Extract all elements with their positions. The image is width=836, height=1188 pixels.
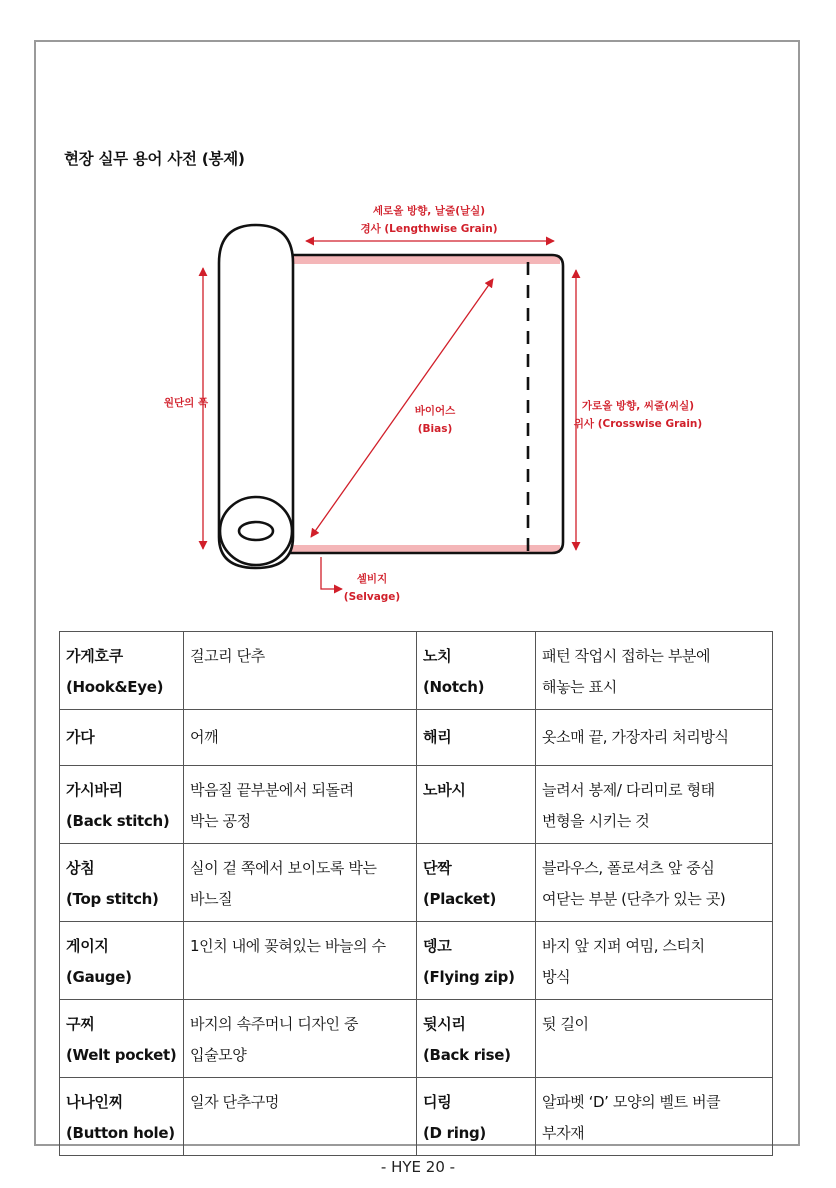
bias-arrow: [311, 279, 493, 537]
fabric-sheet-outline: [256, 255, 563, 553]
term-cell: 게이지 (Gauge): [60, 922, 184, 1000]
page-title: 현장 실무 용어 사전 (봉제): [64, 150, 245, 168]
selvage-pointer-arrow: [321, 557, 342, 589]
definition-cell: 알파벳 ‘D’ 모양의 벨트 버클 부자재: [536, 1078, 773, 1156]
bias-label-2: (Bias): [417, 423, 453, 435]
width-label: 원단의 폭: [163, 397, 209, 409]
table-row: [60, 922, 773, 1000]
table-row: [60, 766, 773, 844]
definition-cell: 1인치 내에 꽂혀있는 바늘의 수: [184, 922, 417, 1000]
definition-cell: 걸고리 단추: [184, 632, 417, 710]
definition-cell: 일자 단추구멍: [184, 1078, 417, 1156]
definition-cell: 옷소매 끝, 가장자리 처리방식: [536, 710, 773, 766]
roll-core-hole: [239, 522, 273, 540]
term-cell: 해리: [417, 710, 536, 766]
definition-cell: 어깨: [184, 710, 417, 766]
definition-cell: 박음질 끝부분에서 되돌려 박는 공정: [184, 766, 417, 844]
term-cell: 상침 (Top stitch): [60, 844, 184, 922]
term-cell: 가다: [60, 710, 184, 766]
selvage-top-band: [276, 255, 560, 264]
term-cell: 구찌 (Welt pocket): [60, 1000, 184, 1078]
table-row: [60, 710, 773, 766]
term-cell: 디링 (D ring): [417, 1078, 536, 1156]
bias-label-1: 바이어스: [414, 405, 456, 417]
term-cell: 뒷시리 (Back rise): [417, 1000, 536, 1078]
term-cell: 가시바리 (Back stitch): [60, 766, 184, 844]
term-cell: 단짝 (Placket): [417, 844, 536, 922]
table-row: [60, 1078, 773, 1156]
terms-table: [59, 631, 773, 1156]
definition-cell: 늘려서 봉제/ 다리미로 형태 변형을 시키는 것: [536, 766, 773, 844]
term-cell: 노치 (Notch): [417, 632, 536, 710]
definition-cell: 바지 앞 지퍼 여밈, 스티치 방식: [536, 922, 773, 1000]
table-row: [60, 844, 773, 922]
definition-cell: 뒷 길이: [536, 1000, 773, 1078]
warp-label-2: 경사 (Lengthwise Grain): [360, 223, 498, 235]
selvage-label-2: (Selvage): [343, 591, 401, 603]
selvage-label-1: 셀비지: [356, 573, 388, 585]
weft-label-2: 위사 (Crosswise Grain): [573, 418, 703, 430]
term-cell: 노바시: [417, 766, 536, 844]
page-number-footer: - HYE 20 -: [380, 1158, 456, 1176]
table-row: [60, 1000, 773, 1078]
definition-cell: 블라우스, 폴로셔츠 앞 중심 여닫는 부분 (단추가 있는 곳): [536, 844, 773, 922]
weft-label-1: 가로올 방향, 씨줄(씨실): [581, 400, 695, 412]
definition-cell: 바지의 속주머니 디자인 중 입술모양: [184, 1000, 417, 1078]
definition-cell: 패턴 작업시 접하는 부분에 해놓는 표시: [536, 632, 773, 710]
table-row: [60, 632, 773, 710]
warp-label-1: 세로올 방향, 날줄(날실): [372, 205, 486, 217]
term-cell: 나나인찌 (Button hole): [60, 1078, 184, 1156]
term-cell: 뎅고 (Flying zip): [417, 922, 536, 1000]
term-cell: 가게호쿠 (Hook&Eye): [60, 632, 184, 710]
definition-cell: 실이 겉 쪽에서 보이도록 박는 바느질: [184, 844, 417, 922]
